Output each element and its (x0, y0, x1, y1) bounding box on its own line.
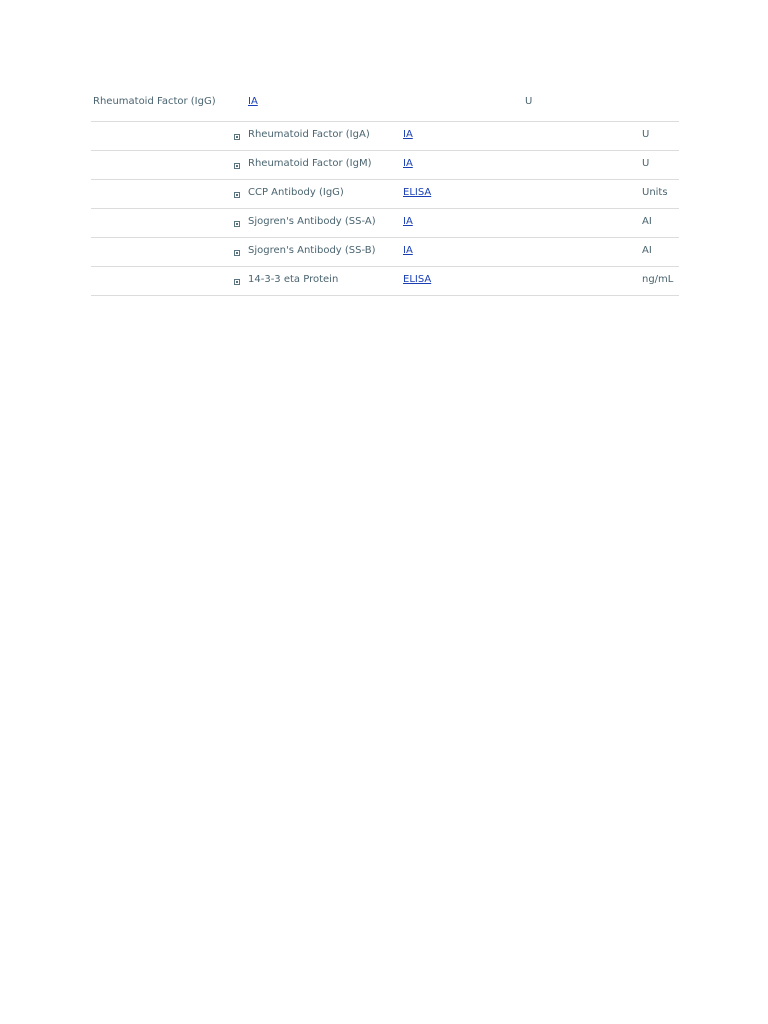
component-name: 14-3-3 eta Protein (248, 274, 339, 285)
main-test-method-link[interactable]: IA (248, 96, 258, 107)
table-row (91, 180, 679, 209)
main-test-unit: U (525, 96, 533, 107)
component-name: Rheumatoid Factor (IgA) (248, 129, 370, 140)
square-bullet-icon (234, 131, 240, 145)
table-row (91, 209, 679, 238)
component-name: Rheumatoid Factor (IgM) (248, 158, 372, 169)
component-method-link[interactable]: IA (403, 216, 413, 227)
component-method-link[interactable]: ELISA (403, 274, 432, 285)
table-row (91, 238, 679, 267)
component-unit: U (642, 129, 650, 140)
table-row-main-test (91, 88, 679, 122)
square-bullet-icon (234, 218, 240, 232)
component-unit: U (642, 158, 650, 169)
component-name: Sjogren's Antibody (SS-A) (248, 216, 376, 227)
component-method-link[interactable]: ELISA (403, 187, 432, 198)
component-unit: Units (642, 187, 668, 198)
square-bullet-icon (234, 160, 240, 174)
main-test-name: Rheumatoid Factor (IgG) (93, 96, 216, 107)
component-method-link[interactable]: IA (403, 129, 413, 140)
table-row (91, 267, 679, 296)
test-components-table (91, 88, 679, 296)
square-bullet-icon (234, 276, 240, 290)
component-method-link[interactable]: IA (403, 245, 413, 256)
component-unit: ng/mL (642, 274, 674, 285)
table-row (91, 122, 679, 151)
component-method-link[interactable]: IA (403, 158, 413, 169)
square-bullet-icon (234, 247, 240, 261)
component-name: CCP Antibody (IgG) (248, 187, 344, 198)
component-unit: AI (642, 245, 652, 256)
component-unit: AI (642, 216, 652, 227)
square-bullet-icon (234, 189, 240, 203)
component-name: Sjogren's Antibody (SS-B) (248, 245, 376, 256)
table-row (91, 151, 679, 180)
